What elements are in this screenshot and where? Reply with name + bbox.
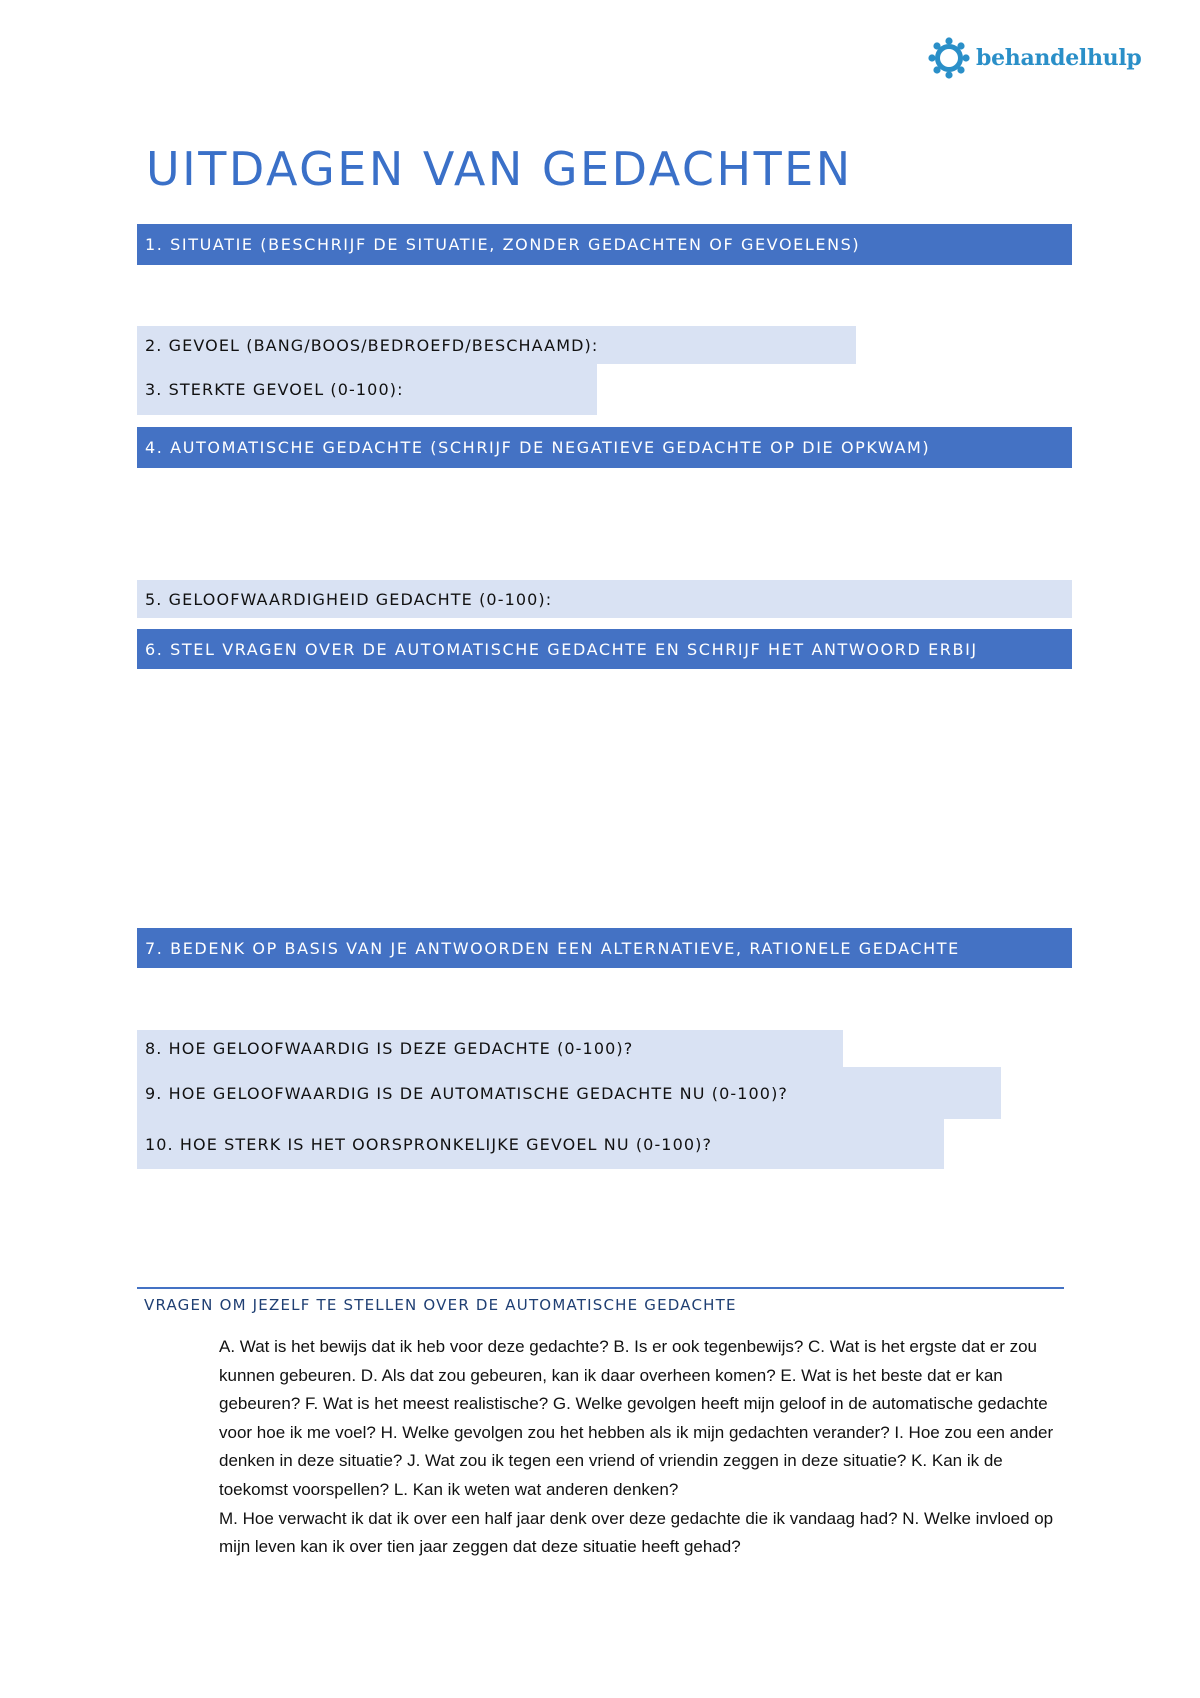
section-10-sterkte-oorspronkelijk-gevoel: 10. HOE STERK IS HET OORSPRONKELIJKE GEVOEL NU (0-100)? bbox=[137, 1119, 944, 1169]
section-2-gevoel: 2. GEVOEL (BANG/BOOS/BEDROEFD/BESCHAAMD): bbox=[137, 326, 856, 364]
section-4-automatische-gedachte: 4. AUTOMATISCHE GEDACHTE (SCHRIJF DE NEGATIEVE GEDACHTE OP DIE OPKWAM) bbox=[137, 427, 1072, 468]
gear-ring-logo-icon bbox=[928, 37, 970, 79]
section-7-alternatieve-gedachte: 7. BEDENK OP BASIS VAN JE ANTWOORDEN EEN ALTERNATIEVE, RATIONELE GEDACHTE bbox=[137, 928, 1072, 968]
section-5-geloofwaardigheid: 5. GELOOFWAARDIGHEID GEDACHTE (0-100): bbox=[137, 580, 1072, 618]
page-title: UITDAGEN VAN GEDACHTEN bbox=[146, 142, 853, 196]
section-8-geloofwaardig-deze-gedachte: 8. HOE GELOOFWAARDIG IS DEZE GEDACHTE (0-100)? bbox=[137, 1030, 843, 1067]
section-3-sterkte-gevoel: 3. STERKTE GEVOEL (0-100): bbox=[137, 364, 597, 415]
section-9-geloofwaardig-automatische-gedachte: 9. HOE GELOOFWAARDIG IS DE AUTOMATISCHE GEDACHTE NU (0-100)? bbox=[137, 1067, 1001, 1119]
questions-heading: VRAGEN OM JEZELF TE STELLEN OVER DE AUTOMATISCHE GEDACHTE bbox=[144, 1296, 737, 1314]
questions-paragraph-m-n: M. Hoe verwacht ik dat ik over een half jaar denk over deze gedachte die ik vandaag had? N. Welke invloed op mijn leven kan ik over tien jaar zeggen dat deze situatie heeft gehad? bbox=[219, 1508, 1054, 1557]
questions-paragraph-a-l: A. Wat is het bewijs dat ik heb voor deze gedachte? B. Is er ook tegenbewijs? C. Wat is het ergste dat er zou kunnen gebeuren. D. Als dat zou gebeuren, kan ik daar overheen komen? E. Wat is het beste dat er kan gebeuren? F. Wat is het meest realistische? G. Welke gevolgen heeft mijn geloof in de automatische gedachte voor hoe ik me voel? H. Welke gevolgen zou het hebben als ik mijn gedachten verander? I. Hoe zou een ander denken in deze situatie? J. Wat zou ik tegen een vriend of vriendin zeggen in deze situatie? K. Kan ik de toekomst voorspellen? L. Kan ik weten wat anderen denken? bbox=[219, 1337, 1054, 1499]
brand-logo bbox=[928, 37, 1142, 79]
logo-text: behandelhulp bbox=[976, 45, 1142, 71]
section-6-stel-vragen: 6. STEL VRAGEN OVER DE AUTOMATISCHE GEDACHTE EN SCHRIJF HET ANTWOORD ERBIJ bbox=[137, 629, 1072, 669]
questions-divider bbox=[137, 1287, 1064, 1289]
questions-body bbox=[219, 1333, 1067, 1562]
section-1-situatie: 1. SITUATIE (BESCHRIJF DE SITUATIE, ZONDER GEDACHTEN OF GEVOELENS) bbox=[137, 224, 1072, 265]
